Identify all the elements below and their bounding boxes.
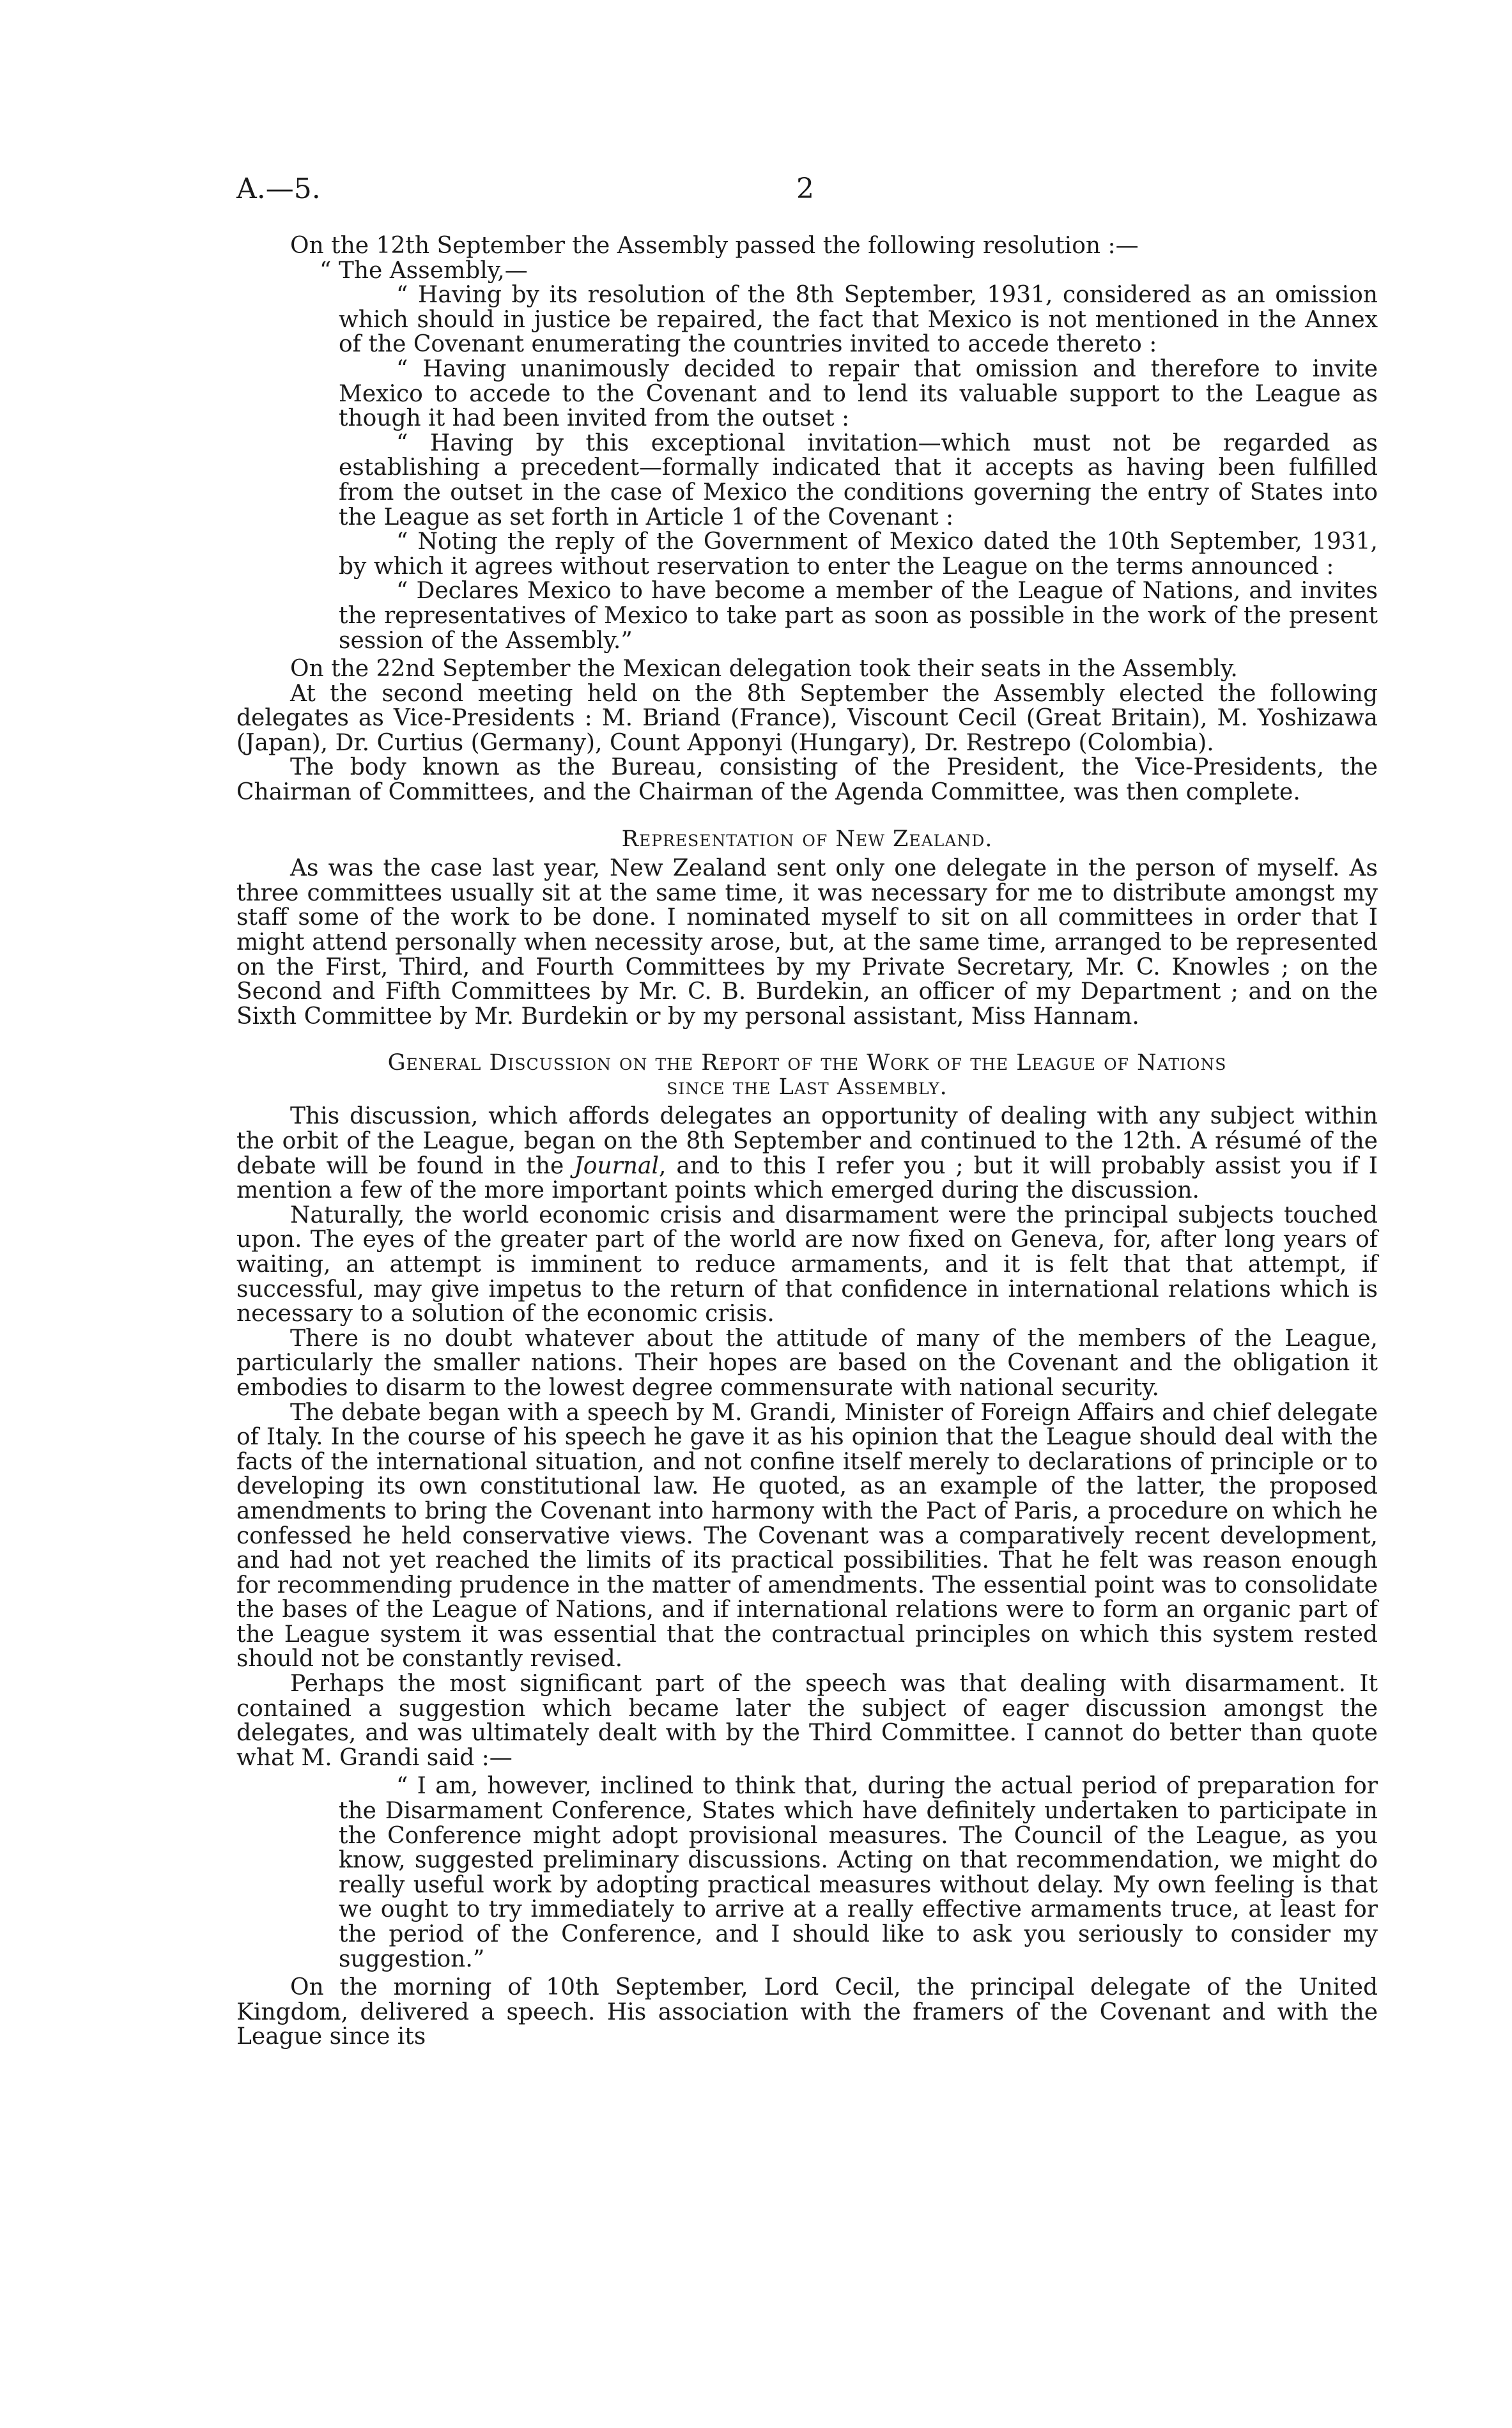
paragraph: As was the case last year, New Zealand sent only one delegate in the person of myself. As three committees usually sit at the same time, it was necessary for me to distribute amongst my staff some of the work to be done. I nominated myself to sit on all committees in order that I might attend personally when necessity arose, but, at the same time, arranged to be represented on the First, Third, and Fourth Committees by my Private Secretary, Mr. C. Knowles ; on the Second and Fifth Committees by Mr. C. B. Burdekin, an officer of my Department ; and on the Sixth Committee by Mr. Burdekin or by my personal assistant, Miss Hannam. [236,855,1378,1030]
resolution-quote: “ Having by this exceptional invitation—which must not be regarded as establishing a precedent—formally indicated that it accepts as having been fulfilled from the outset in the case of Mexico the conditions governing the entry of States into the League as set forth in Article 1 of the Covenant : [339,429,1378,530]
paragraph: On the morning of 10th September, Lord Cecil, the principal delegate of the United Kingdom, delivered a speech. His association with the framers of the Covenant and with the League since its [236,1974,1378,2050]
section-heading [236,1051,1378,1099]
page-number: 2 [796,173,814,205]
paragraph: There is no doubt whatever about the attitude of many of the members of the League, particularly the smaller nations. Their hopes are based on the Covenant and the obligation it embodies to disarm to the lowest degree commensurate with national security. [236,1325,1378,1401]
paragraph: Naturally, the world economic crisis and disarmament were the principal subjects touched upon. The eyes of the greater part of the world are now fixed on Geneva, for, after long years of waiting, an attempt is imminent to reduce armaments, and it is felt that that attempt, if successful, may give impetus to the return of that confidence in international relations which is necessary to a solution of the economic crisis. [236,1202,1378,1327]
paragraph: The debate began with a speech by M. Grandi, Minister of Foreign Affairs and chief delegate of Italy. In the course of his speech he gave it as his opinion that the League should deal with the facts of the international situation, and not confine itself merely to declarations of principle or to developing its own constitutional law. He quoted, as an example of the latter, the proposed amendments to bring the Covenant into harmony with the Pact of Paris, a procedure on which he confessed he held conservative views. The Covenant was a comparatively recent development, and had not yet reached the limits of its practical possibilities. That he felt was reason enough for recommending prudence in the matter of amendments. The essential point was to consolidate the bases of the League of Nations, and if international relations were to form an organic part of the League system it was essential that the contractual principles on which this system rested should not be constantly revised. [236,1399,1378,1673]
resolution-quote: “ Having by its resolution of the 8th September, 1931, considered as an omission which should in justice be repaired, the fact that Mexico is not mentioned in the Annex of the Covenant enumerating the countries invited to accede thereto : [339,282,1378,358]
document-reference: A.—5. [236,173,321,205]
resolution-quote: “ The Assembly,— [320,257,528,284]
page-header [236,173,1374,217]
resolution-quote: “ Declares Mexico to have become a member of the League of Nations, and invites the representatives of Mexico to take part as soon as possible in the work of the present session of the Assembly.” [339,578,1378,654]
paragraph: On the 22nd September the Mexican delegation took their seats in the Assembly. [290,656,1238,683]
resolution-quote: “ Noting the reply of the Government of Mexico dated the 10th September, 1931, by which it agrees without reservation to enter the League on the terms announced : [339,529,1378,580]
paragraph: On the 12th September the Assembly passed the following resolution :— [290,233,1139,259]
resolution-quote: “ Having unanimously decided to repair that omission and therefore to invite Mexico to accede to the Covenant and to lend its valuable support to the League as though it had been invited from the outset : [339,355,1378,432]
paragraph [236,1104,1378,1203]
section-heading-line: General Discussion on the Report of the Work of the League of Nations [387,1050,1227,1076]
body-text [236,234,1378,2050]
text-run: This discussion, which affords delegates an opportunity of dealing with any subject within the orbit of the League, began on the 8th September and continued to the 12th. A résumé of the debate will be found in the [236,1103,1378,1179]
text-run: , and to this I refer you ; but it will probably assist you if I mention a few of the more important points which emerged during the discussion. [236,1152,1378,1204]
journal-title: Journal [574,1152,659,1179]
paragraph: At the second meeting held on the 8th September the Assembly elected the following delegates as Vice-Presidents : M. Briand (France), Viscount Cecil (Great Britain), M. Yoshizawa (Japan), Dr. Curtius (Germany), Count Apponyi (Hungary), Dr. Restrepo (Colombia). [236,680,1378,756]
paragraph: Perhaps the most significant part of the speech was that dealing with disarmament. It contained a suggestion which became later the subject of eager discussion amongst the delegates, and was ultimately dealt with by the Third Committee. I cannot do better than quote what M. Grandi said :— [236,1671,1378,1771]
paragraph: The body known as the Bureau, consisting of the President, the Vice-Presidents, the Chairman of Committees, and the Chairman of the Agenda Committee, was then complete. [236,754,1378,806]
section-heading-line: since the Last Assembly. [667,1074,948,1101]
section-heading: Representation of New Zealand. [621,826,993,852]
grandi-quote: “ I am, however, inclined to think that, during the actual period of preparation for the Disarmament Conference, States which have definitely undertaken to participate in the Conference might adopt provisional measures. The Council of the League, as you know, suggested preliminary discussions. Acting on that recommendation, we might do really useful work by adopting practical measures without delay. My own feeling is that we ought to try immediately to arrive at a really effective armaments truce, at least for the period of the Conference, and I should like to ask you seriously to consider my suggestion.” [339,1773,1378,1972]
